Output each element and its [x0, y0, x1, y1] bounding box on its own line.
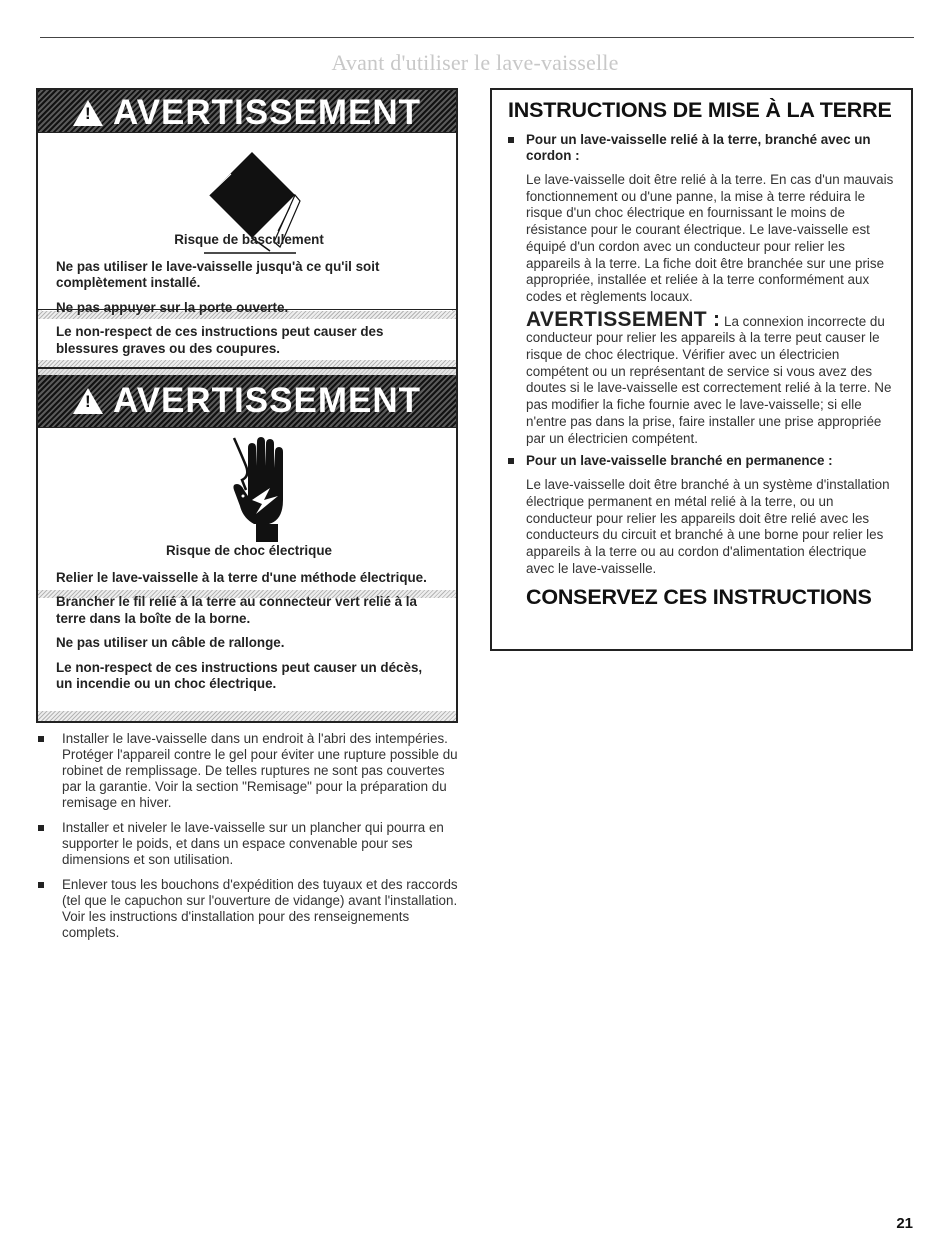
list-item	[36, 731, 461, 811]
warning-caption: Risque de basculement	[174, 232, 324, 247]
grounding-title: INSTRUCTIONS DE MISE À LA TERRE	[508, 98, 892, 122]
corded-text: Le lave-vaisselle doit être relié à la terre. En cas d'un mauvais fonctionnement ou d'une panne, la mise à terre réduira le risque d'un choc électrique en fournissant le moins de résistance pour le courant électrique. Le lave-vaisselle est équipé d'un cordon avec un conducteur pour relier les appareils à la terre. La fiche doit être branchée sur une prise appropriée, installée et reliée à la terre conformément aux codes et règlements locaux.	[526, 172, 894, 304]
permanent-heading: Pour un lave-vaisselle branché en permanence :	[526, 453, 833, 469]
grounding-warning	[508, 307, 897, 448]
warning-line: Ne pas utiliser un câble de rallonge.	[56, 635, 285, 650]
list-item	[36, 820, 461, 868]
corded-heading: Pour un lave-vaisselle relié à la terre, branché avec un cordon :	[526, 132, 871, 163]
warning-triangle-icon	[73, 100, 103, 126]
installation-notes-list	[36, 731, 461, 950]
save-instructions-footer: CONSERVEZ CES INSTRUCTIONS	[526, 585, 872, 610]
bullet-square-icon	[508, 137, 514, 143]
warning-line: Ne pas utiliser le lave-vaisselle jusqu'à ce qu'il soit complètement installé.	[56, 258, 380, 290]
grounding-warning-label: AVERTISSEMENT :	[526, 307, 721, 331]
shock-warning-box	[36, 367, 458, 723]
warning-heading: AVERTISSEMENT	[113, 93, 421, 132]
grounding-warning-text: La connexion incorrecte du conducteur pour relier les appareils à la terre peut causer le risque de choc électrique. Vérifier avec un électricien compétent ou un représentant de service si vous avez des doutes si le lave-vaisselle est correctement relié à la terre. Ne pas modifier la fiche fournie avec le lave-vaisselle; si elle n'entre pas dans la prise, faire installer une prise appropriée par un électricien compétent.	[526, 313, 892, 446]
warning-body	[56, 232, 442, 365]
warning-header	[38, 90, 456, 136]
list-item-text: Installer et niveler le lave-vaisselle sur un plancher qui pourra en supporter le poids, et dans un espace convenable pour ses dimensions et son utilisation.	[62, 820, 444, 867]
bullet-square-icon	[38, 825, 44, 831]
bullet-square-icon	[38, 736, 44, 742]
warning-line: Brancher le fil relié à la terre au connecteur vert relié à la terre dans la boîte de la borne.	[56, 594, 417, 626]
page-number: 21	[896, 1215, 913, 1232]
warning-line: Le non-respect de ces instructions peut causer des blessures graves ou des coupures.	[56, 324, 384, 356]
warning-heading: AVERTISSEMENT	[113, 381, 421, 420]
bullet-square-icon	[38, 882, 44, 888]
tipping-warning-box	[36, 88, 458, 372]
warning-body	[56, 543, 442, 701]
list-item	[36, 877, 461, 941]
list-item-text: Installer le lave-vaisselle dans un endroit à l'abri des intempéries. Protéger l'appareil contre le gel pour éviter une rupture possible du robinet de remplissage. De telles ruptures ne sont pas couvertes par la garantie. Voir la section "Remisage" pour la préparation du remisage en hiver.	[62, 731, 458, 810]
bullet-square-icon	[508, 458, 514, 464]
section-title: Avant d'utiliser le lave-vaisselle	[331, 50, 619, 75]
warning-header	[38, 375, 456, 427]
list-item-text: Enlever tous les bouchons d'expédition des tuyaux et des raccords (tel que le capuchon sur l'ouverture de vidange) avant l'installation. Voir les instructions d'installation pour des renseignements complets.	[62, 877, 458, 940]
warning-triangle-icon	[73, 388, 103, 414]
grounding-item-corded	[508, 132, 897, 164]
warning-caption: Risque de choc électrique	[166, 543, 332, 558]
warning-line: Le non-respect de ces instructions peut causer un décès, un incendie ou un choc électrique.	[56, 659, 423, 691]
permanent-text: Le lave-vaisselle doit être branché à un système d'installation électrique permanent en métal relié à la terre, ou un conducteur pour relier les appareils doit être relié avec les conducteurs du circuit et branché à une borne pour relier les appareils à la terre ou au cordon d'alimentation électrique avec le lave-vaisselle.	[526, 477, 890, 576]
grounding-item-permanent	[508, 453, 897, 469]
top-rule	[40, 37, 914, 38]
warning-line: Relier le lave-vaisselle à la terre d'une méthode électrique.	[56, 569, 427, 585]
warning-line: Ne pas appuyer sur la porte ouverte.	[56, 299, 289, 315]
bottom-hatch	[38, 711, 456, 721]
grounding-instructions-box	[490, 88, 913, 651]
